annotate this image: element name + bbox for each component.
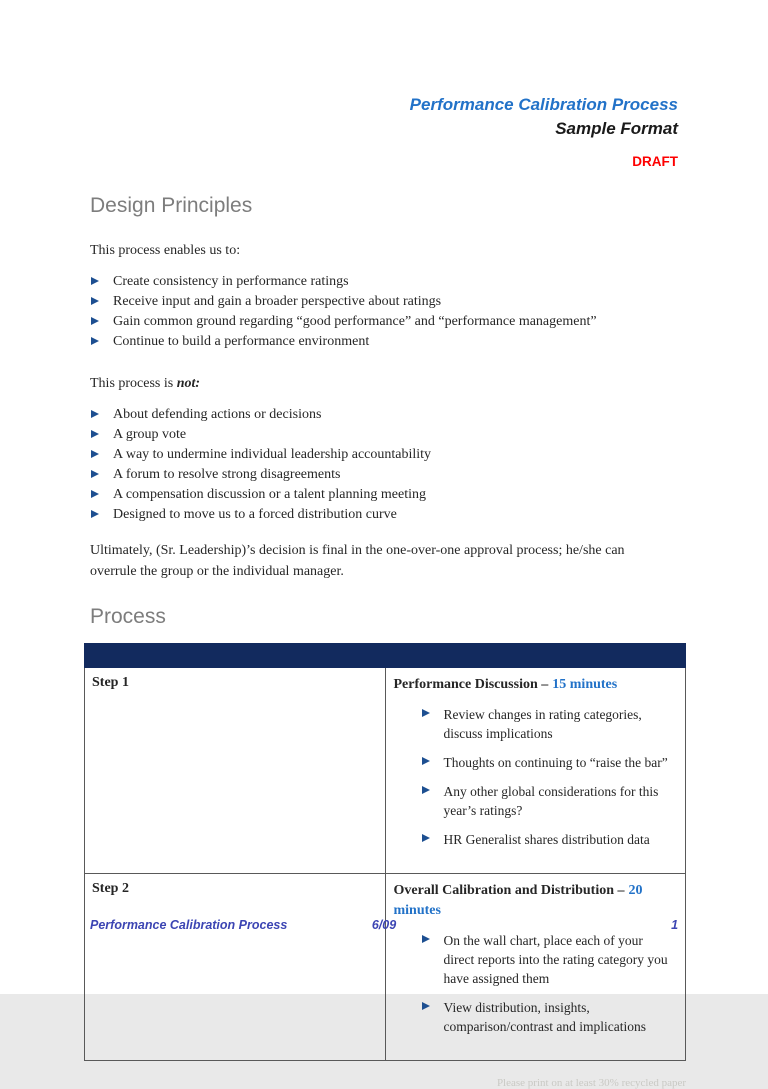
section-heading-design-principles: Design Principles — [90, 194, 253, 217]
step-title-text: Overall Calibration and Distribution – — [393, 883, 625, 898]
list-item-text: Gain common ground regarding “good performance” and “performance management” — [113, 314, 597, 329]
list-item — [422, 705, 676, 743]
step-label: Step 2 — [85, 874, 386, 1061]
bullet-triangle-icon — [91, 510, 99, 518]
list-item — [91, 292, 678, 312]
list-item-text: A group vote — [113, 427, 187, 442]
list-item-text: A compensation discussion or a talent planning meeting — [113, 487, 426, 502]
document-subtitle: Sample Format — [555, 119, 678, 138]
intro-not-prefix: This process is — [90, 376, 177, 391]
list-item — [422, 753, 676, 772]
list-item — [91, 272, 678, 292]
bullet-triangle-icon — [422, 834, 430, 842]
list-item-text: HR Generalist shares distribution data — [443, 832, 650, 847]
process-table — [84, 643, 686, 1061]
list-item-text: About defending actions or decisions — [113, 407, 322, 422]
bullet-triangle-icon — [91, 450, 99, 458]
list-item-text: On the wall chart, place each of your direct reports into the rating category you have assigned them — [443, 933, 668, 986]
list-item — [91, 505, 678, 525]
step-title — [394, 881, 676, 921]
list-item — [91, 405, 678, 425]
list-item-text: Review changes in rating categories, discuss implications — [443, 707, 642, 741]
page-footer — [90, 918, 678, 932]
document-title: Performance Calibration Process — [409, 95, 678, 114]
not-list — [90, 405, 678, 525]
enables-list — [90, 272, 678, 352]
table-row-step-1 — [85, 668, 686, 874]
list-item-text: Any other global considerations for this year’s ratings? — [443, 784, 659, 818]
list-item-text: Continue to build a performance environment — [113, 334, 370, 349]
list-item — [422, 830, 676, 849]
list-item-text: View distribution, insights, comparison/contrast and implications — [443, 1000, 646, 1034]
bullet-triangle-icon — [91, 297, 99, 305]
bullet-triangle-icon — [91, 490, 99, 498]
step-duration: 15 minutes — [552, 677, 618, 692]
conclusion-text: Ultimately, (Sr. Leadership)’s decision is final in the one-over-one approval process; he/she can overrule the group or the individual manager. — [90, 543, 625, 579]
list-item — [91, 485, 678, 505]
list-item-text: A forum to resolve strong disagreements — [113, 467, 341, 482]
bullet-triangle-icon — [91, 410, 99, 418]
footer-page-number: 1 — [671, 918, 679, 932]
document-header — [90, 94, 678, 169]
bullet-triangle-icon — [91, 470, 99, 478]
list-item-text: Receive input and gain a broader perspective about ratings — [113, 294, 442, 309]
table-row-step-2 — [85, 874, 686, 1061]
list-item — [91, 425, 678, 445]
draft-badge: DRAFT — [632, 154, 678, 169]
bullet-triangle-icon — [422, 757, 430, 765]
list-item-text: Designed to move us to a forced distribution curve — [113, 507, 397, 522]
step-title — [394, 675, 676, 695]
bullet-triangle-icon — [91, 277, 99, 285]
list-item-text: Thoughts on continuing to “raise the bar” — [443, 755, 668, 770]
table-header-bar — [85, 644, 686, 668]
list-item-text: A way to undermine individual leadership accountability — [113, 447, 432, 462]
table-header-row — [85, 644, 686, 668]
intro-not-emphasis: not: — [176, 376, 201, 391]
section-heading-process: Process — [90, 605, 166, 628]
bullet-triangle-icon — [422, 935, 430, 943]
list-item — [422, 782, 676, 820]
bullet-triangle-icon — [422, 1002, 430, 1010]
step-detail-cell — [385, 668, 686, 874]
step-label: Step 1 — [85, 668, 386, 874]
bullet-triangle-icon — [91, 337, 99, 345]
list-item — [91, 465, 678, 485]
intro-not-text — [90, 373, 678, 394]
step-title-text: Performance Discussion – — [393, 677, 549, 692]
list-item — [91, 312, 678, 332]
bullet-triangle-icon — [91, 430, 99, 438]
step-duration: 20 minutes — [393, 883, 643, 918]
footer-doc-title: Performance Calibration Process — [90, 918, 288, 932]
list-item — [422, 998, 676, 1036]
list-item — [422, 931, 676, 988]
bullet-triangle-icon — [91, 317, 99, 325]
bullet-triangle-icon — [422, 709, 430, 717]
intro-enables-text: This process enables us to: — [90, 243, 241, 258]
footer-date: 6/09 — [371, 918, 397, 932]
list-item — [91, 445, 678, 465]
list-item — [91, 332, 678, 352]
recycle-note: Please print on at least 30% recycled paper — [496, 1077, 686, 1089]
bullet-triangle-icon — [422, 786, 430, 794]
step-detail-cell — [385, 874, 686, 1061]
list-item-text: Create consistency in performance ratings — [113, 274, 349, 289]
